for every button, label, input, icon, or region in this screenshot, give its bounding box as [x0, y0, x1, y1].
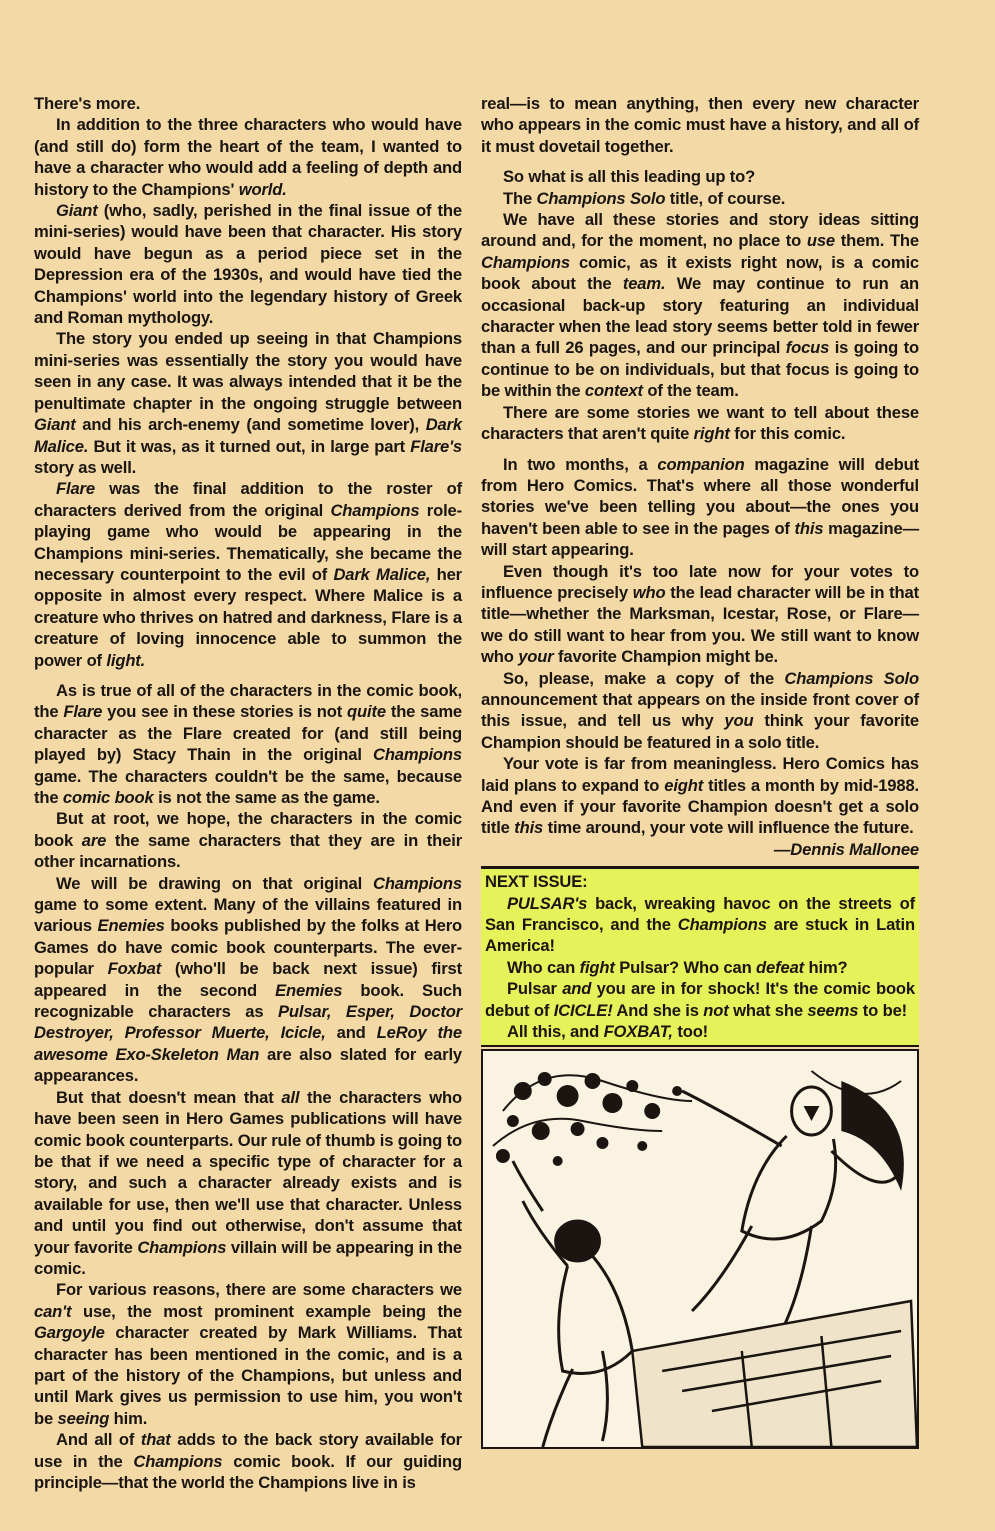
signature: —Dennis Mallonee — [773, 839, 919, 859]
paragraph: There are some stories we want to tell about these characters that aren't quite right for this comic. — [481, 402, 919, 444]
paragraph: But that doesn't mean that all the characters who have been seen in Hero Games publications will have comic book counterparts. Our rule of thumb is going to be that if we need a specific type of character for a story, and such a character already exists and is available for use, then we'll use that character. Unless and until you find out otherwise, don't assume that your favorite Champions villain will be appearing in the comic. — [34, 1087, 462, 1278]
paragraph: In addition to the three characters who would have (and still do) form the heart of the team, I wanted to have a character who would add a feeling of depth and history to the Champions' world. — [34, 115, 462, 199]
left-column — [34, 93, 462, 1493]
paragraph: Flare was the final addition to the roster of characters derived from the original Champions role-playing game who would be appearing in the Champions mini-series. Thematically, she became the necessary counterpoint to the evil of Dark Malice, her opposite in almost every respect. Where Malice is a creature who thrives on hatred and darkness, Flare is a creature of loving innocence able to summon the power of light. — [34, 479, 462, 670]
paragraph: So, please, make a copy of the Champions Solo announcement that appears on the inside front cover of this issue, and tell us why you think your favorite Champion should be featured in a solo title. — [481, 668, 920, 752]
next-issue-line: PULSAR's back, wreaking havoc on the streets of San Francisco, and the Champions are stuck in Latin America! — [485, 893, 915, 956]
paragraph: And all of that adds to the back story available for use in the Champions comic book. If our guiding principle—that the world the Champions live in is — [34, 1430, 462, 1492]
paragraph: But at root, we hope, the characters in the comic book are the same characters that they are in their other incarnations. — [34, 809, 463, 872]
paragraph: Your vote is far from meaningless. Hero Comics has laid plans to expand to eight titles a month by mid-1988. And even if your favorite Champion doesn't get a solo title this time around, your vote will influence the future. — [481, 754, 920, 838]
paragraph: There's more. — [34, 94, 141, 113]
paragraph: Even though it's too late now for your votes to influence precisely who the lead character will be in that title—whether the Marksman, Icestar, Rose, or Flare—we do still want to hear from you. We still want to know who your favorite Champion might be. — [481, 561, 919, 667]
paragraph: The story you ended up seeing in that Champions mini-series was essentially the story you would have seen in any case. It was always intended that it be the penultimate chapter in the ongoing struggle between Giant and his arch-enemy (and sometime lover), Dark Malice. But it was, as it turned out, in large part Flare's story as well. — [34, 329, 462, 477]
paragraph: We have all these stories and story ideas sitting around and, for the moment, no place to use them. The Champions comic, as it exists right now, is a comic book about the team. We may continue to run an occasional back-up story featuring an individual character when the lead story seems better told in fewer than a full 26 pages, and our principal focus is going to continue to be on individuals, but that focus is going to be within the context of the team. — [481, 210, 920, 401]
paragraph: So what is all this leading up to? — [503, 167, 756, 187]
paragraph: real—is to mean anything, then every new character who appears in the comic must have a history, and all of it must dovetail together. — [481, 94, 919, 156]
next-issue-box — [481, 866, 919, 1047]
right-column — [481, 93, 919, 1449]
next-issue-line: Pulsar and you are in for shock! It's the comic book debut of ICICLE! And she is not what she seems to be! — [485, 979, 915, 1020]
comic-illustration — [481, 1049, 919, 1449]
paragraph: The Champions Solo title, of course. — [503, 188, 786, 208]
paragraph: For various reasons, there are some characters we can't use, the most prominent example being the Gargoyle character created by Mark Williams. That character has been mentioned in the comic, and is a part of the history of the Champions, but unless and until Mark gives us permission to use him, you won't be seeing him. — [34, 1280, 462, 1428]
paragraph: We will be drawing on that original Champions game to some extent. Many of the villains featured in various Enemies books published by the folks at Hero Games do have comic book counterparts. The ever-popular Foxbat (who'll be back next issue) first appeared in the second Enemies book. Such recognizable characters as Pulsar, Esper, Doctor Destroyer, Professor Muerte, Icicle, and LeRoy the awesome Exo-Skeleton Man are also slated for early appearances. — [34, 873, 462, 1086]
next-issue-line: All this, and FOXBAT, too! — [507, 1022, 709, 1042]
comic-illustration-drawing — [483, 1051, 917, 1447]
next-issue-heading: NEXT ISSUE: — [485, 872, 588, 892]
paragraph: As is true of all of the characters in the comic book, the Flare you see in these stories is not quite the same character as the Flare created for (and still being played by) Stacy Thain in the original Champions game. The characters couldn't be the same, because the comic book is not the same as the game. — [34, 680, 462, 807]
next-issue-line: Who can fight Pulsar? Who can defeat him? — [507, 957, 848, 977]
paragraph: Giant (who, sadly, perished in the final issue of the mini-series) would have been that character. His story would have begun as a period piece set in the Depression era of the 1930s, and would have tied the Champions' world into the legendary history of Greek and Roman mythology. — [34, 201, 462, 328]
paragraph: In two months, a companion magazine will debut from Hero Comics. That's where all those wonderful stories we've been telling you about—the ones you haven't been able to see in the pages of this magazine—will start appearing. — [481, 454, 920, 560]
